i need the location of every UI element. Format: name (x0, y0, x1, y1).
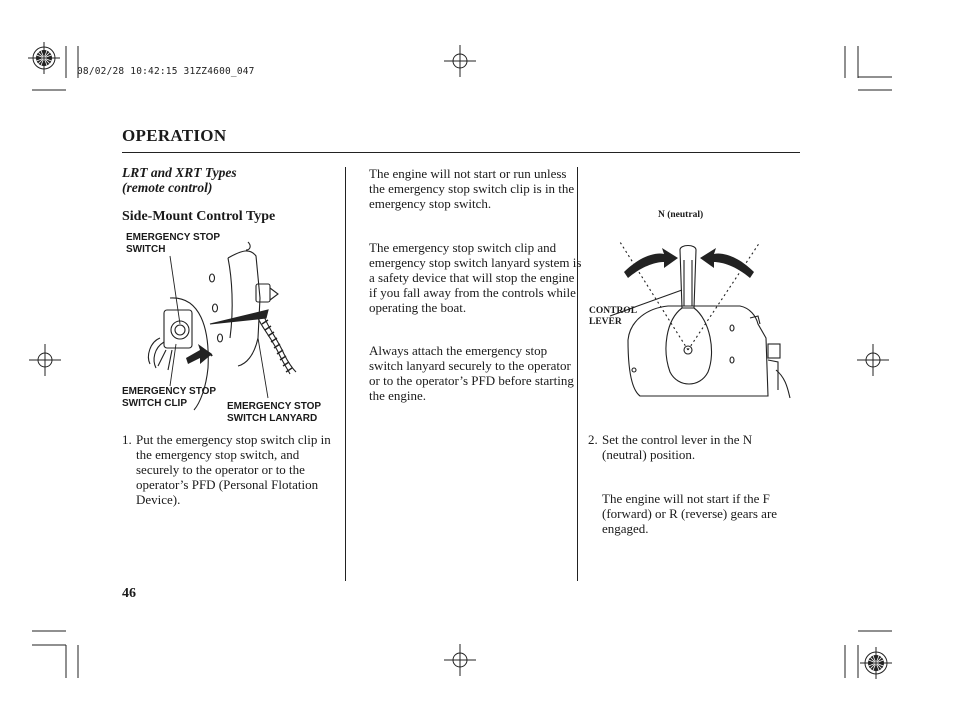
label-emergency-stop-switch-lanyard: EMERGENCY STOP SWITCH LANYARD (227, 401, 322, 424)
label-emergency-stop-switch-clip: EMERGENCY STOP SWITCH CLIP (122, 386, 217, 409)
starburst-target-top-left (28, 42, 60, 74)
page-number: 46 (122, 586, 136, 601)
registration-mark-left (29, 344, 61, 376)
paragraph-3: Always attach the emergency stop switch lanyard securely to the operator or to the operator’s PFD before starting the engine. (369, 343, 574, 403)
step-1 (122, 432, 336, 507)
section-title: OPERATION (122, 126, 227, 145)
print-stamp: 08/02/28 10:42:15 31ZZ4600_047 (77, 66, 255, 77)
starburst-target-bottom-right (860, 647, 892, 679)
registration-mark-top (444, 45, 476, 77)
label-control-lever: CONTROL LEVER (589, 306, 638, 327)
registration-mark-bottom (444, 644, 476, 676)
step-2-number: 2. (588, 432, 598, 447)
column-divider-left (345, 167, 346, 581)
paragraph-1: The engine will not start or run unless the emergency stop switch clip is in the emergency stop switch. (369, 166, 575, 211)
control-lever-illustration (600, 220, 800, 410)
label-emergency-stop-switch: EMERGENCY STOP SWITCH (126, 232, 221, 255)
step-1-number: 1. (122, 432, 132, 447)
control-type-heading: Side-Mount Control Type (122, 209, 276, 224)
step-2 (588, 432, 798, 462)
step-2-note: The engine will not start if the F (forward) or R (reverse) gears are engaged. (602, 491, 778, 536)
label-neutral: N (neutral) (658, 210, 704, 220)
header-rule (122, 152, 800, 153)
subheading-line1: LRT and XRT Types (122, 165, 237, 180)
step-2-text: Set the control lever in the N (neutral) position. (602, 432, 753, 462)
subheading-line2: (remote control) (122, 180, 213, 195)
subheading (122, 165, 237, 195)
step-1-text: Put the emergency stop switch clip in the emergency stop switch, and securely to the operator or to the operator’s PFD (Personal Flotation Device). (136, 432, 331, 507)
registration-mark-right (857, 344, 889, 376)
paragraph-2: The emergency stop switch clip and emergency stop switch lanyard system is a safety device that will stop the engine if you fall away from the controls while operating the boat. (369, 240, 582, 315)
